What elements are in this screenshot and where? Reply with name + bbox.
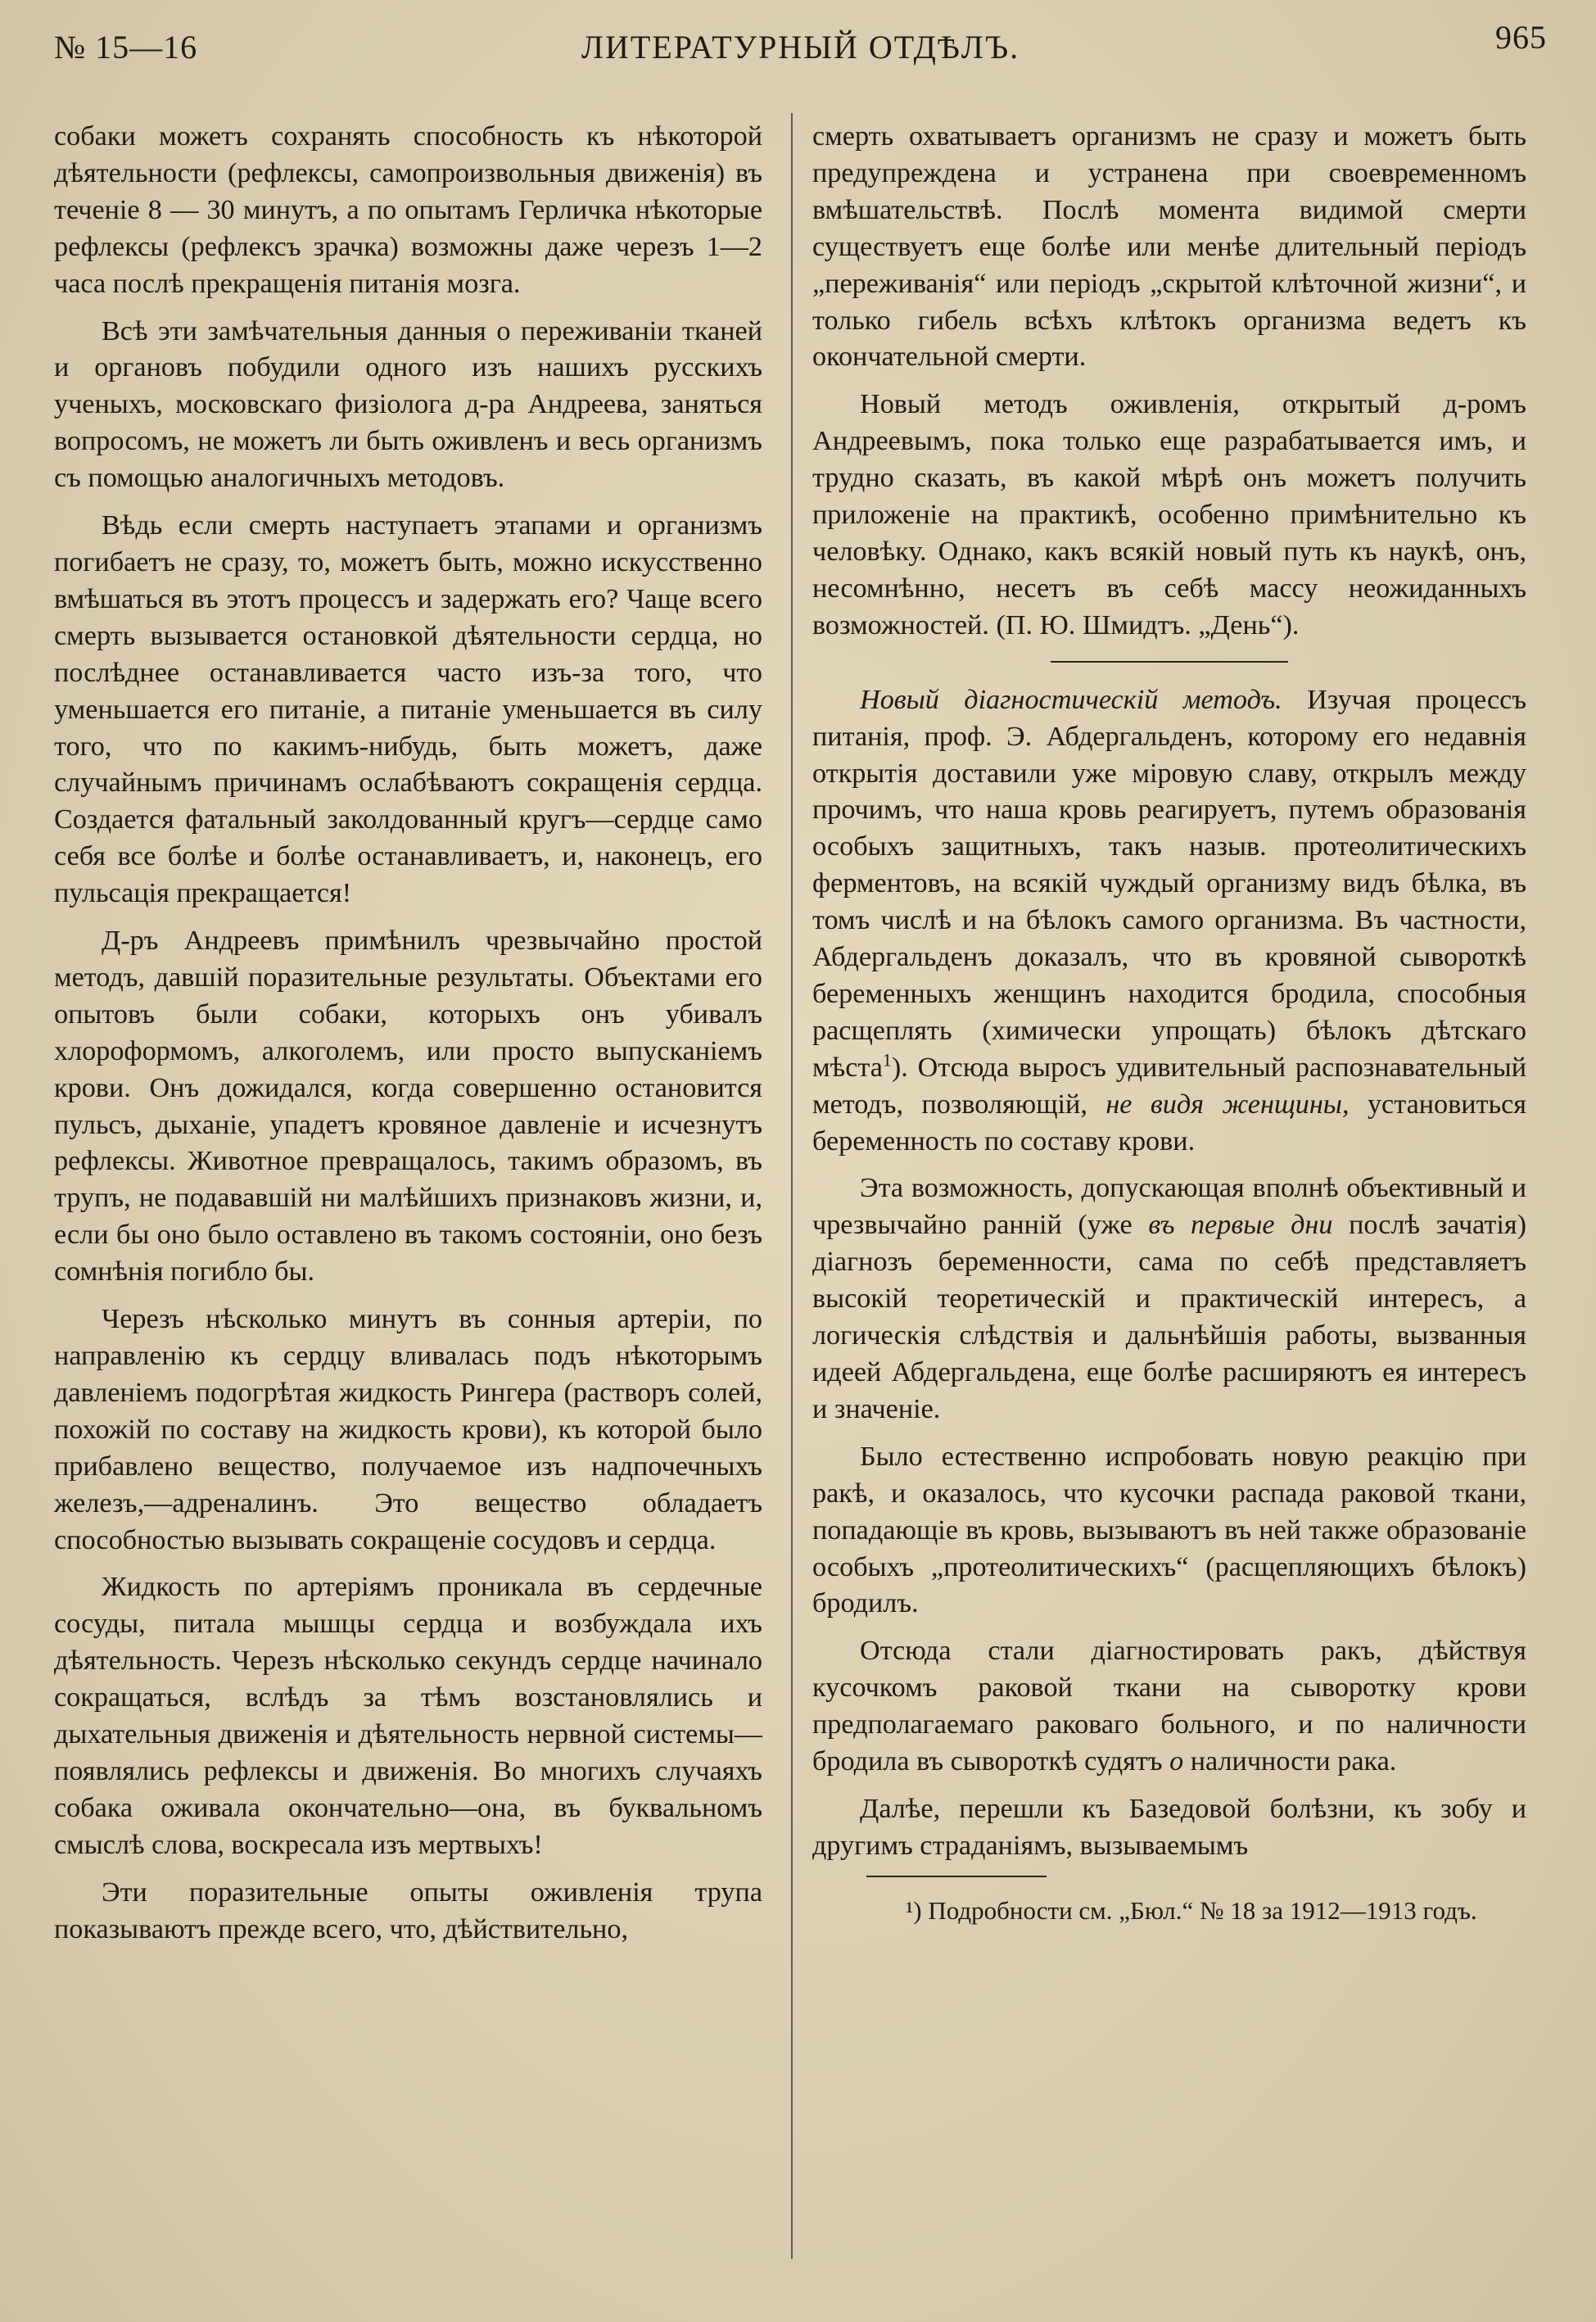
paragraph: Новый методъ оживленія, открытый д-ромъ Андреевымъ, пока только еще разрабатывается имъ, и трудно сказать, въ какой мѣрѣ онъ можетъ получить приложеніе на практикѣ, особенно примѣнительно къ человѣку. Однако, какъ всякій новый путь къ наукѣ, онъ, несомнѣнно, несетъ въ себѣ массу неожиданныхъ возможностей. (П. Ю. Шмидтъ. „День“). [812, 389, 1526, 640]
paragraph [812, 1633, 1526, 1781]
paragraph: Было естественно испробовать новую реакцію при ракѣ, и оказалось, что кусочки распада раковой ткани, попадающіе въ кровь, вызываютъ въ ней также образованіе особыхъ „протеолитическихъ“ (расщепляющихъ бѣлокъ) бродилъ. [812, 1441, 1526, 1619]
issue-number: № 15—16 [54, 29, 198, 66]
text-run: установиться беременность по составу крови. [812, 1089, 1527, 1156]
section-title: ЛИТЕРАТУРНЫЙ ОТДѢЛЪ. [581, 29, 1020, 66]
text-run: ). Отсюда выросъ удивительный распознавательный методъ, позволяющій, [812, 1052, 1526, 1120]
paragraph: Жидкость по артеріямъ проникала въ сердечные сосуды, питала мышцы сердца и возбуждала ихъ дѣятельность. Черезъ нѣсколько секундъ сердце начинало сокращаться, вслѣдъ за тѣмъ возстановлялись и дыхательныя движенія и дѣятельность нервной системы—появлялись рефлексы и движенія. Во многихъ случаяхъ собака оживала окончательно—она, въ буквальномъ смыслѣ слова, воскресала изъ мертвыхъ! [54, 1572, 762, 1860]
footnote-ref: 1 [882, 1049, 892, 1070]
text-run: послѣ зачатія) діагнозъ беременности, сама по себѣ представляетъ высокій теоретическій и практическій интересъ, а логическія слѣдствія и дальнѣйшія работы, вызванныя идеей Абдергальдена, еще болѣе расширяютъ ея интересъ и значеніе. [812, 1210, 1527, 1424]
footnote [812, 1895, 1526, 1926]
emphasis: о [1169, 1746, 1184, 1777]
left-column [54, 119, 762, 1959]
right-column [812, 119, 1526, 1937]
paragraph: Вѣдь если смерть наступаетъ этапами и организмъ погибаетъ не сразу, то, можетъ быть, можно искусственно вмѣшаться въ этотъ процессъ и задержать его? Чаще всего смерть вызывается остановкой дѣятельности сердца, но послѣднее останавливается часто изъ-за того, что уменьшается его питаніе, а питаніе уменьшается въ силу того, что по какимъ-нибудь, быть можетъ, даже случайнымъ причинамъ ослабѣваютъ сокращенія сердца. Создается фатальный заколдованный кругъ—сердце само себя все болѣе и болѣе останавливаетъ, и, наконецъ, его пульсація прекращается! [54, 510, 762, 909]
article-title: Новый діагностическій методъ. [860, 684, 1282, 715]
footnote-mark: ¹) [906, 1895, 922, 1925]
paragraph [812, 1170, 1526, 1428]
emphasis: не видя женщины, [1105, 1089, 1350, 1120]
emphasis: въ первые дни [1148, 1210, 1333, 1241]
text-run: Изучая процессъ питанія, проф. Э. Абдергальденъ, которому его недавнія открытія доставили уже міровую славу, открылъ между прочимъ, что наша кровь реагируетъ, путемъ образованія особыхъ защитныхъ, такъ назыв. протеолитическихъ ферментовъ, на всякій чуждый организму видъ бѣлка, въ томъ числѣ и на бѣлокъ самого организма. Въ частности, Абдергальденъ доказалъ, что въ кровяной сывороткѣ беременныхъ женщинъ находится бродила, способныя расщеплять (химически упрощать) бѣлокъ дѣтскаго мѣста [812, 684, 1527, 1083]
footnote-text: Подробности см. „Бюл.“ № 18 за 1912—1913 годъ. [928, 1895, 1477, 1925]
paragraph: Черезъ нѣсколько минутъ въ сонныя артеріи, по направленію къ сердцу вливалась подъ нѣкоторымъ давленіемъ подогрѣтая жидкость Рингера (растворъ солей, похожій по составу на жидкость крови), къ которой было прибавлено вещество, получаемое изъ надпочечныхъ железъ,—адреналинъ. Это вещество обладаетъ способностью вызывать сокращеніе сосудовъ и сердца. [54, 1304, 762, 1555]
text-run: наличности рака. [1190, 1746, 1397, 1777]
text-run: Эта возможность, допускающая вполнѣ объективный и чрезвычайно ранній (уже [812, 1173, 1526, 1241]
paragraph: собаки можетъ сохранять способность къ нѣкоторой дѣятельности (рефлексы, самопроизвольныя движенія) въ теченіе 8 — 30 минутъ, а по опытамъ Герличка нѣкоторые рефлексы (рефлексъ зрачка) возможны даже черезъ 1—2 часа послѣ прекращенія питанія мозга. [54, 121, 762, 299]
column-divider [791, 113, 793, 2259]
paragraph: Далѣе, перешли къ Базедовой болѣзни, къ зобу и другимъ страданіямъ, вызываемымъ [812, 1793, 1526, 1861]
page-number: 965 [1495, 19, 1547, 56]
page-header [54, 19, 1547, 77]
paragraph: Д-ръ Андреевъ примѣнилъ чрезвычайно простой методъ, давшій поразительные результаты. Объектами его опытовъ были собаки, которыхъ онъ убивалъ хлороформомъ, алкоголемъ, или просто выпусканіемъ крови. Онъ дожидался, когда совершенно остановится пульсъ, дыханіе, упадетъ кровяное давленіе и исчезнутъ рефлексы. Животное превращалось, такимъ образомъ, въ трупъ, не подававшій ни малѣйшихъ признаковъ жизни, и, если бы оно было оставлено въ такомъ состояніи, оно безъ сомнѣнія погибло бы. [54, 926, 762, 1288]
footnote-divider [866, 1876, 1047, 1877]
paragraph: Эти поразительные опыты оживленія трупа показываютъ прежде всего, что, дѣйствительно, [54, 1876, 762, 1944]
section-divider [1051, 661, 1288, 663]
paragraph [812, 682, 1526, 1161]
paragraph: смерть охватываетъ организмъ не сразу и можетъ быть предупреждена и устранена при своевременномъ вмѣшательствѣ. Послѣ момента видимой смерти существуетъ еще болѣе или менѣе длительный періодъ „переживанія“ или періодъ „скрытой клѣточной жизни“, и только гибель всѣхъ клѣтокъ организма ведетъ къ окончательной смерти. [812, 121, 1526, 373]
text-run: Отсюда стали діагностировать ракъ, дѣйствуя кусочкомъ раковой ткани на сыворотку крови предполагаемаго раковаго больного, и по наличности бродила въ сывороткѣ судятъ [812, 1636, 1526, 1777]
paragraph: Всѣ эти замѣчательныя данныя о переживаніи тканей и органовъ побудили одного изъ нашихъ русскихъ ученыхъ, московскаго физіолога д-ра Андреева, заняться вопросомъ, не можетъ ли быть оживленъ и весь организмъ съ помощью аналогичныхъ методовъ. [54, 315, 762, 494]
